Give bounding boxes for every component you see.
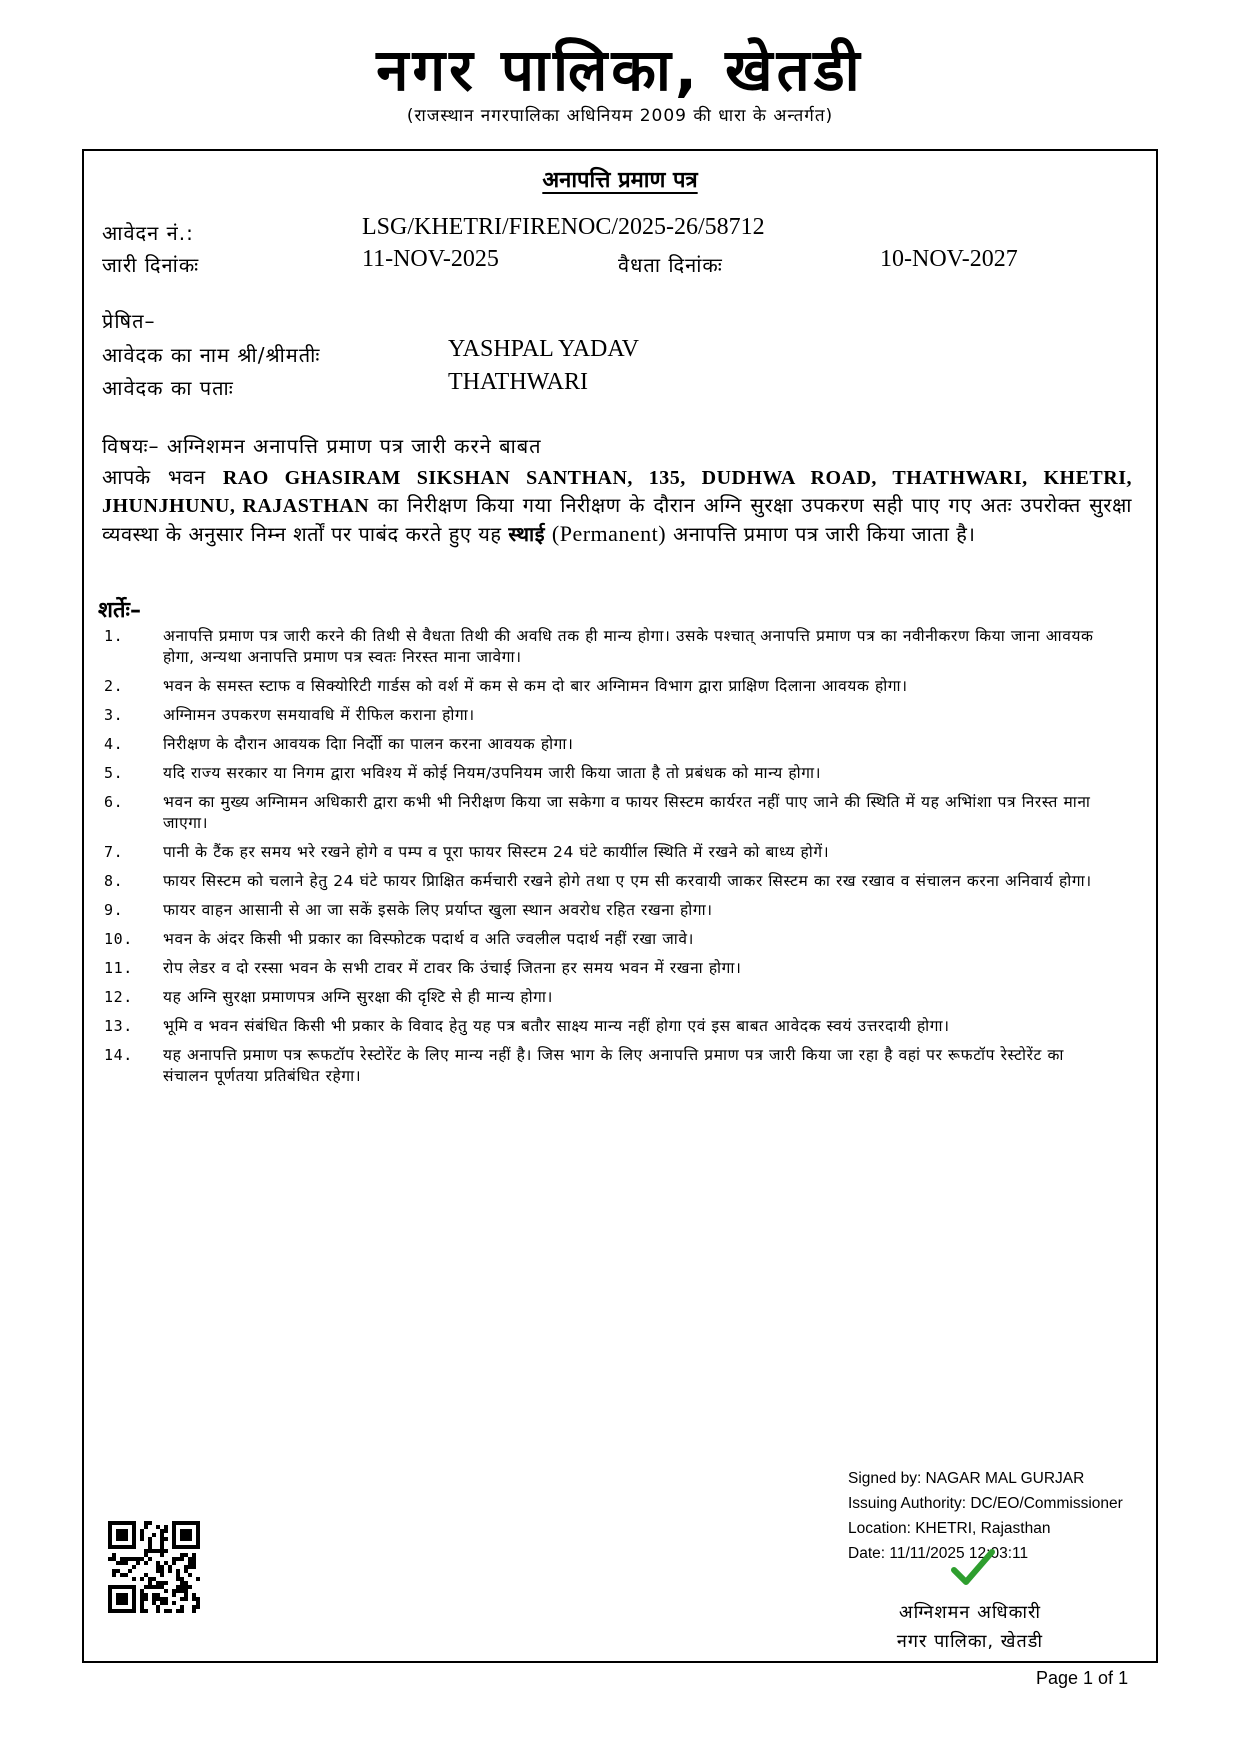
body-permanent-hindi: स्थाई (508, 522, 546, 546)
condition-number: 8. (104, 872, 124, 890)
condition-text: पानी के टैंक हर समय भरे रखने होगे व पम्प व पूरा फायर सिस्टम 24 घंटे कार्यीाल स्थिति में रखने को बाध्य होगें। (163, 843, 830, 861)
condition-text: भूमि व भवन संबंधित किसी भी प्रकार के विवाद हेतु यह पत्र बतौर साक्ष्य मान्य नहीं होगा एवं इस बाबत आवेदक स्वयं उत्तरदायी होगा। (163, 1017, 950, 1035)
validity-date-label: वैधता दिनांकः (618, 253, 723, 277)
applicant-name-value: YASHPAL YADAV (448, 336, 639, 362)
condition-number: 11. (104, 959, 133, 977)
condition-text: भवन के अंदर किसी भी प्रकार का विस्फोटक पदार्थ व अति ज्वलील पदार्थ नहीं रखा जावे। (163, 930, 695, 948)
condition-item (104, 734, 1114, 755)
validity-date-value: 10-NOV-2027 (880, 246, 1018, 272)
condition-text: यह अग्नि सुरक्षा प्रमाणपत्र अग्नि सुरक्षा की दृश्टि से ही मान्य होगा। (163, 988, 554, 1006)
body-intro: आपके भवन (102, 465, 206, 489)
page-subtitle: (राजस्थान नगरपालिका अधिनियम 2009 की धारा के अन्तर्गत) (406, 106, 834, 126)
condition-item (104, 987, 1114, 1008)
body-mid: का निरीक्षण किया गया निरीक्षण के दौरान अग्नि सुरक्षा उपकरण सही पाए गए अतः उपरोक्त सुरक्षा व्यवस्था के अनुसार निम्न शर्तों पर पाबंद करते हुए यह (102, 493, 1132, 546)
condition-number: 7. (104, 843, 124, 861)
condition-text: रोप लेडर व दो रस्सा भवन के सभी टावर में टावर कि उंचाई जितना हर समय भवन में रखना होगा। (163, 959, 742, 977)
condition-item (104, 871, 1114, 892)
condition-text: अग्निामन उपकरण समयावधि में रीफिल कराना होगा। (163, 706, 475, 724)
issue-date-value: 11-NOV-2025 (362, 246, 499, 272)
condition-item (104, 1016, 1114, 1037)
condition-number: 2. (104, 677, 124, 695)
condition-item (104, 929, 1114, 950)
applicant-name-label: आवेदक का नाम श्री/श्रीमतीः (102, 343, 321, 367)
sent-to-label: प्रेषित– (102, 309, 156, 333)
condition-number: 6. (104, 793, 124, 811)
condition-number: 4. (104, 735, 124, 753)
condition-item (104, 626, 1114, 668)
signed-by: Signed by: NAGAR MAL GURJAR (848, 1470, 1085, 1487)
condition-item (104, 842, 1114, 863)
body-end: अनापत्ति प्रमाण पत्र जारी किया जाता है। (672, 522, 976, 546)
condition-text: अनापत्ति प्रमाण पत्र जारी करने की तिथी से वैधता तिथी की अवधि तक ही मान्य होगा। उसके पश्चात् अनापत्ति प्रमाण पत्र का नवीनीकरण किया जाना आवयक होगा, अन्यथा अनापत्ति प्रमाण पत्र स्वतः निरस्त माना जावेगा। (163, 627, 1094, 666)
officer-office: नगर पालिका, खेतडी (896, 1631, 1044, 1652)
condition-item (104, 792, 1114, 834)
certificate-body (102, 464, 1132, 548)
qr-code (108, 1521, 200, 1617)
issue-date-label: जारी दिनांकः (102, 253, 200, 277)
condition-text: यदि राज्य सरकार या निगम द्वारा भविश्य में कोई नियम/उपनियम जारी किया जाता है तो प्रबंधक को मान्य होगा। (163, 764, 822, 782)
condition-item (104, 763, 1114, 784)
certificate-heading (0, 164, 1240, 194)
officer-designation: अग्निशमन अधिकारी (898, 1602, 1042, 1623)
signature-date: Date: 11/11/2025 12:03:11 (848, 1545, 1029, 1562)
subject-line: विषयः– अग्निशमन अनापत्ति प्रमाण पत्र जारी करने बाबत (102, 434, 542, 458)
condition-number: 9. (104, 901, 124, 919)
conditions-list (104, 626, 1114, 1095)
condition-number: 1. (104, 627, 124, 645)
condition-item (104, 900, 1114, 921)
page-title: नगर पालिका, खेतडी (376, 36, 864, 104)
application-no-value: LSG/KHETRI/FIRENOC/2025-26/58712 (362, 214, 765, 240)
condition-text: भवन का मुख्य अग्निामन अधिकारी द्वारा कभी भी निरीक्षण किया जा सकेगा व फायर सिस्टम कार्यरत नहीं पाए जाने की स्थिति में यह अभिांशा पत्र निरस्त माना जाएगा। (163, 793, 1091, 832)
building-address: RAO GHASIRAM SIKSHAN SANTHAN, 135, DUDHWA ROAD, THATHWARI, KHETRI, JHUNJHUNU, RAJASTHAN (102, 467, 1132, 517)
condition-text: यह अनापत्ति प्रमाण पत्र रूफटॉप रेस्टोरेंट के लिए मान्य नहीं है। जिस भाग के लिए अनापत्ति प्रमाण पत्र जारी किया जा रहा है वहां पर रूफटॉप रेस्टोरेंट का संचालन पूर्णतया प्रतिबंधित रहेगा। (163, 1046, 1064, 1085)
issuing-authority: Issuing Authority: DC/EO/Commissioner (848, 1495, 1123, 1512)
condition-text: निरीक्षण के दौरान आवयक दिाा निर्दोी का पालन करना आवयक होगा। (163, 735, 574, 753)
condition-item (104, 676, 1114, 697)
condition-number: 13. (104, 1017, 133, 1035)
condition-text: फायर वाहन आसानी से आ जा सकें इसके लिए प्रर्याप्त खुला स्थान अवरोध रहित रखना होगा। (163, 901, 713, 919)
condition-item (104, 1045, 1114, 1087)
condition-number: 14. (104, 1046, 133, 1064)
applicant-address-value: THATHWARI (448, 369, 588, 395)
condition-number: 5. (104, 764, 124, 782)
verified-check-icon (950, 1548, 996, 1594)
condition-text: भवन के समस्त स्टाफ व सिक्योरिटी गार्डस को वर्श में कम से कम दो बार अग्निामन विभाग द्वारा प्राक्षिण दिलाना आवयक होगा। (163, 677, 908, 695)
page-number: Page 1 of 1 (1036, 1668, 1129, 1688)
body-permanent-english: (Permanent) (551, 521, 667, 546)
signature-location: Location: KHETRI, Rajasthan (848, 1520, 1051, 1537)
certificate-heading-text: अनापत्ति प्रमाण पत्र (542, 168, 698, 193)
condition-number: 3. (104, 706, 124, 724)
applicant-address-label: आवेदक का पताः (102, 376, 234, 400)
condition-item (104, 705, 1114, 726)
application-no-label: आवेदन नं.: (102, 221, 194, 245)
conditions-heading: शर्तेः– (98, 598, 141, 623)
condition-number: 12. (104, 988, 133, 1006)
condition-text: फायर सिस्टम को चलाने हेतु 24 घंटे फायर प्रािक्षित कर्मचारी रखने होगे तथा ए एम सी करवायी जाकर सिस्टम का रख रखाव व संचालन करना अनिवार्य होगा। (163, 872, 1092, 890)
condition-number: 10. (104, 930, 133, 948)
condition-item (104, 958, 1114, 979)
officer-signature (840, 1598, 1100, 1656)
